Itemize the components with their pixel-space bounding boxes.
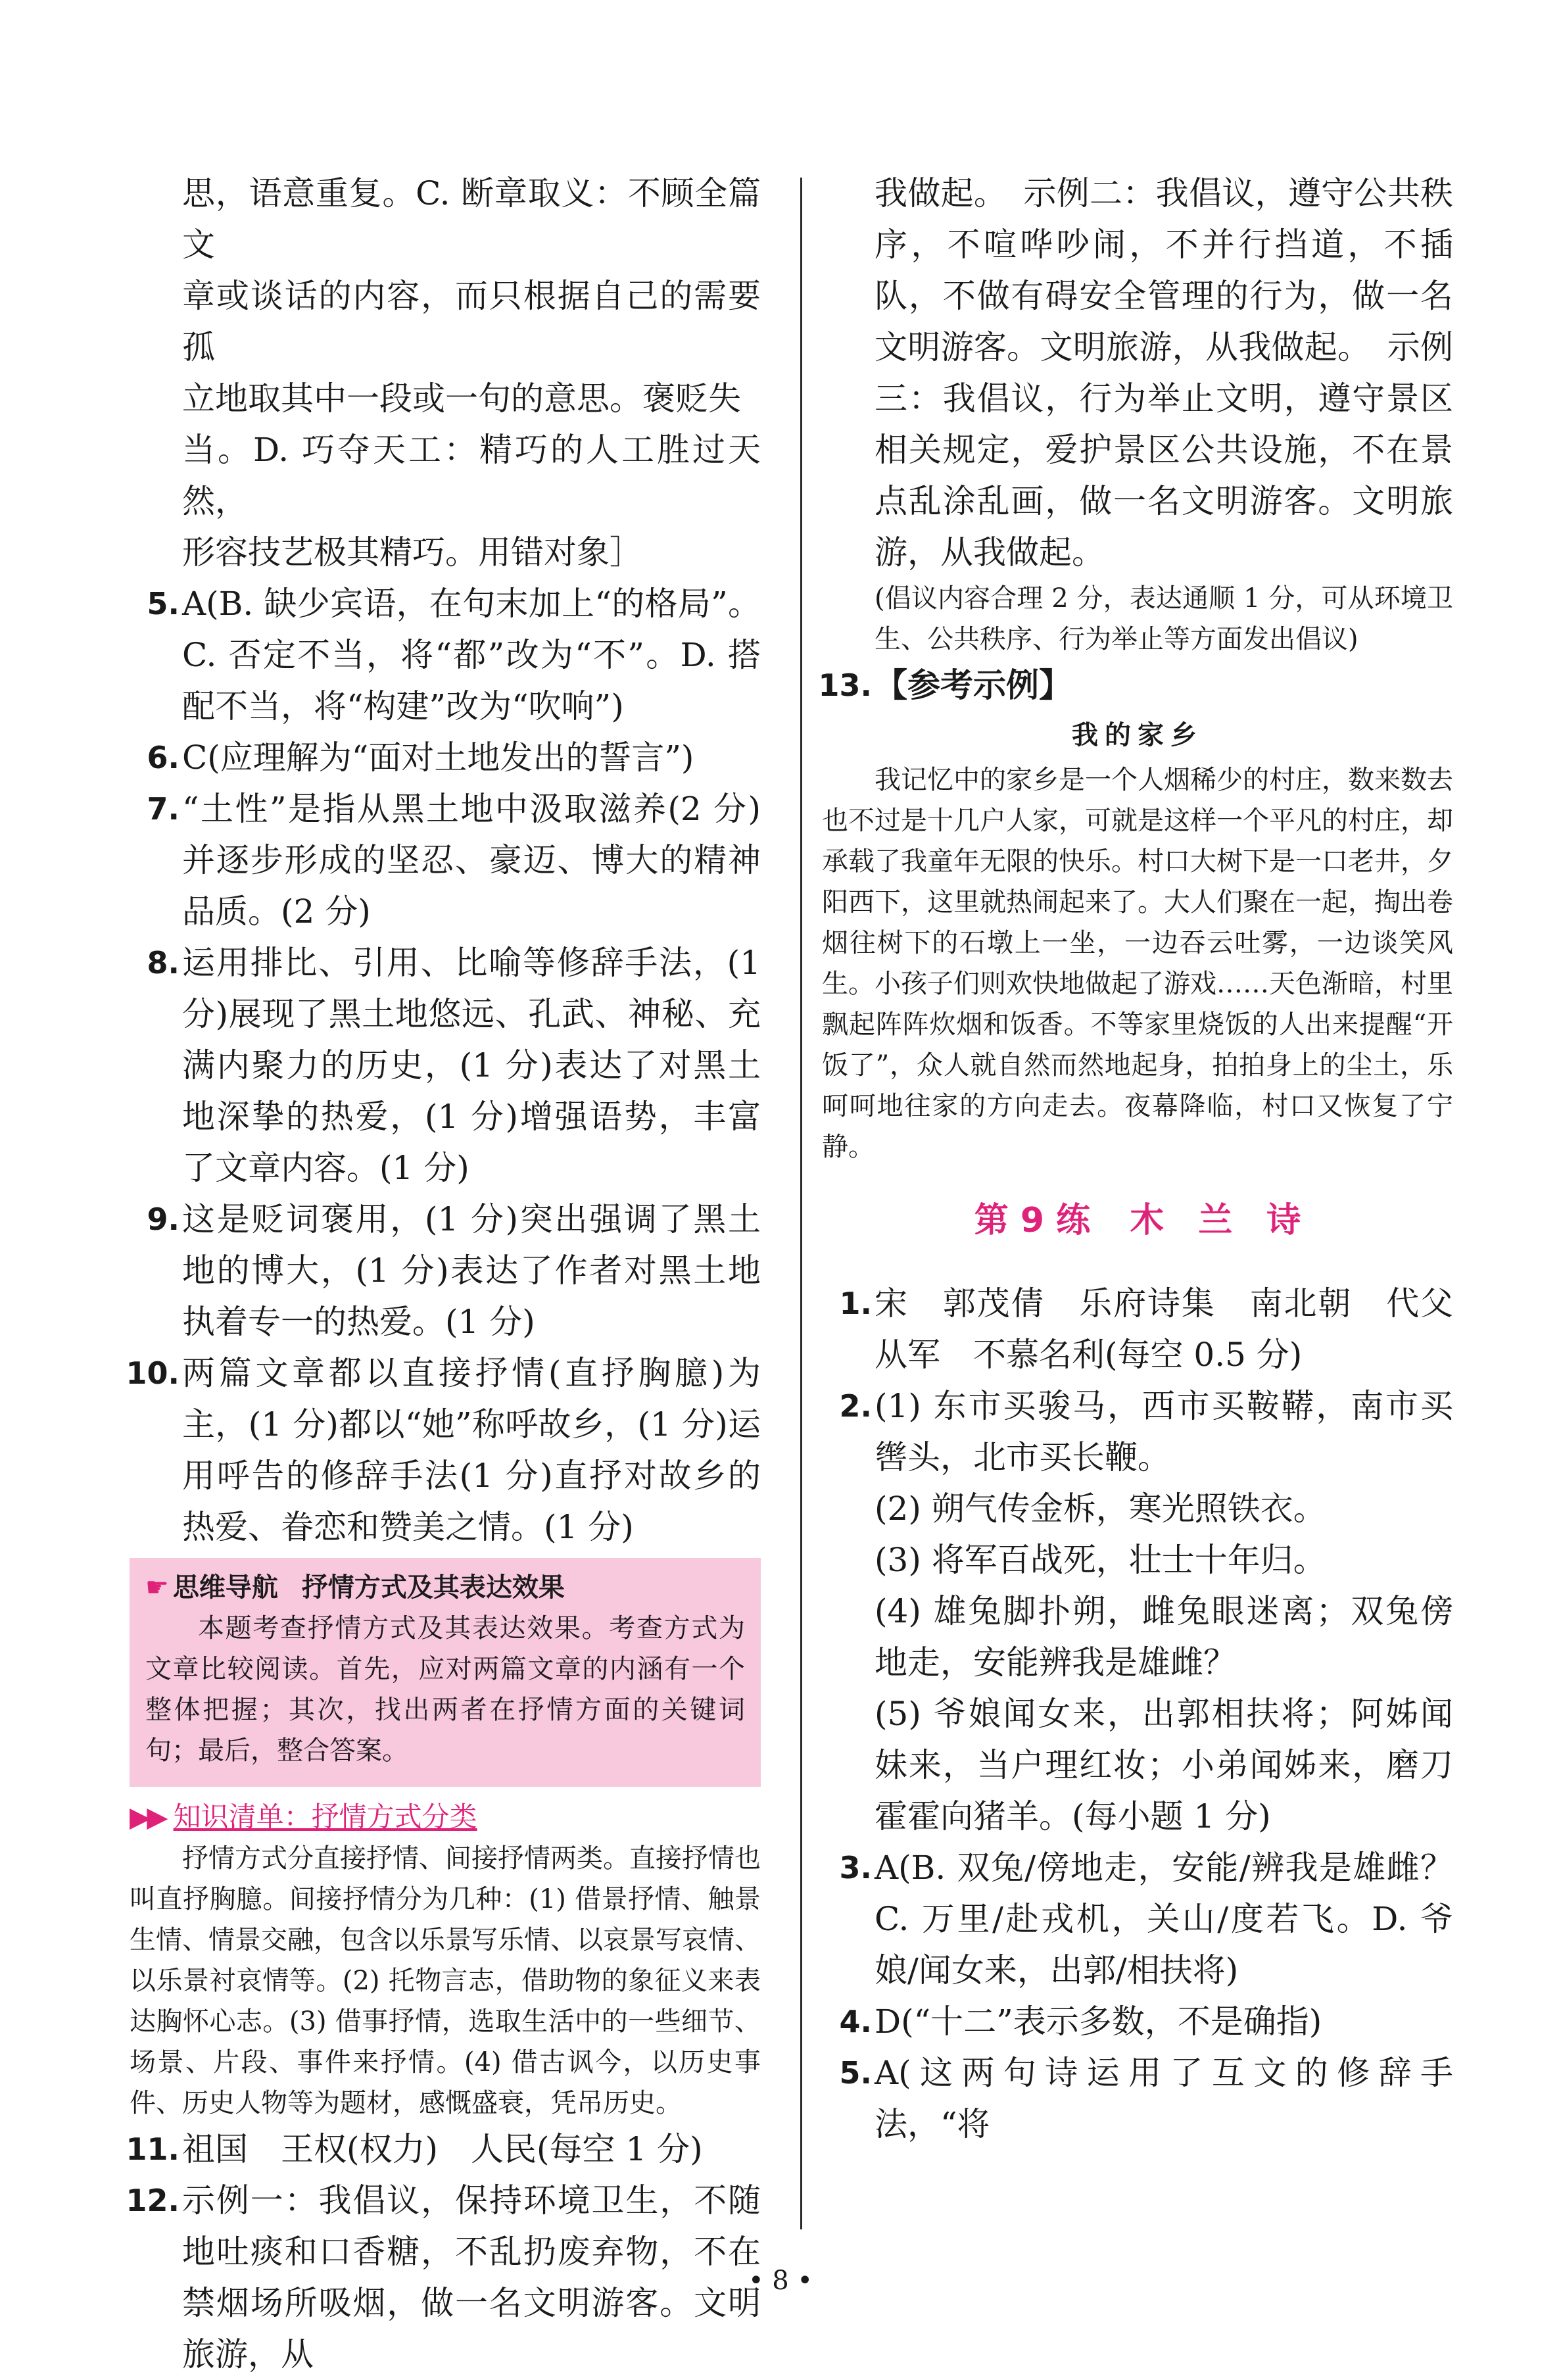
item-text: 宋 郭茂倩 乐府诗集 南北朝 代父从军 不慕名利(每空 0.5 分) <box>875 1284 1453 1374</box>
item-text: 这是贬词褒用，(1 分)突出强调了黑土地的博大，(1 分)表达了作者对黑土地执着专一的热爱。(1 分) <box>182 1200 761 1341</box>
text-line: 章或谈话的内容，而只根据自己的需要孤 <box>182 277 761 366</box>
item-number: 5. <box>839 2055 872 2091</box>
item-number: 10. <box>126 1355 180 1391</box>
answer-item-7 <box>130 783 761 937</box>
continued-answer <box>130 168 761 578</box>
item-number: 7. <box>147 791 180 827</box>
text-line: 当。D. 巧夺天工：精巧的人工胜过天然， <box>182 431 761 520</box>
item-number: 1. <box>839 1286 872 1321</box>
double-arrow-icon: ▶▶ <box>130 1801 164 1833</box>
item-text: 运用排比、引用、比喻等修辞手法，(1 分)展现了黑土地悠远、孔武、神秘、充满内聚力的历史，(1 分)表达了对黑土地深挚的热爱，(1 分)增强语势，丰富了文章内容。(1 分) <box>182 944 761 1187</box>
thinking-guide-label: 思维导航 <box>172 1572 278 1603</box>
pointing-hand-icon: ☛ <box>145 1572 169 1603</box>
item-number: 13. <box>818 668 872 703</box>
item-number: 4. <box>839 2004 872 2039</box>
item-text: 示例一：我倡议，保持环境卫生，不随地吐痰和口香糖，不乱扔废弃物，不在禁烟场所吸烟，做一名文明游客。文明旅游，从 <box>182 2181 761 2373</box>
item-text: 祖国 王权(权力) 人民(每空 1 分) <box>182 2130 703 2168</box>
answer-item-5-poem <box>822 2047 1453 2150</box>
thinking-guide-header <box>145 1567 745 1608</box>
answer-item-11 <box>126 2124 761 2175</box>
lesson-heading <box>822 1191 1453 1250</box>
column-divider <box>800 178 802 2229</box>
page-number: • 8 • <box>748 2266 813 2296</box>
essay-title: 我的家乡 <box>1072 720 1203 750</box>
knowledge-list-title <box>130 1796 761 1838</box>
answer-item-4 <box>822 1996 1453 2047</box>
item-number: 3. <box>839 1850 872 1885</box>
item-number: 5. <box>147 586 180 621</box>
item-number: 9. <box>147 1202 180 1237</box>
item-text: 两篇文章都以直接抒情(直抒胸臆)为主，(1 分)都以“她”称呼故乡，(1 分)运用呼告的修辞手法(1 分)直抒对故乡的热爱、眷恋和赞美之情。(1 分) <box>182 1354 761 1546</box>
reference-example-label: 【参考示例】 <box>875 666 1072 704</box>
item-text: A(这两句诗运用了互文的修辞手法，“将 <box>875 2054 1453 2143</box>
thinking-guide-box <box>130 1558 761 1787</box>
item-text: A(B. 缺少宾语，在句末加上“的格局”。C. 否定不当，将“都”改为“不”。D. 搭配不当，将“构建”改为“吹响”) <box>182 585 761 725</box>
thinking-guide-body: 本题考查抒情方式及其表达效果。考查方式为文章比较阅读。首先，应对两篇文章的内涵有一个整体把握；其次，找出两者在抒情方面的关键词句；最后，整合答案。 <box>145 1613 745 1766</box>
item-number: 11. <box>126 2131 180 2167</box>
lesson-title: 木 兰 诗 <box>1130 1201 1301 1240</box>
item-text: (2) 朔气传金柝，寒光照铁衣。 <box>875 1490 1326 1528</box>
essay-body: 我记忆中的家乡是一个人烟稀少的村庄，数来数去也不过是十几户人家，可就是这样一个平凡的村庄，却承载了我童年无限的快乐。村口大树下是一口老井，夕阳西下，这里就热闹起来了。大人们聚在一起，掏出卷烟往树下的石墩上一坐，一边吞云吐雾，一边谈笑风生。小孩子们则欢快地做起了游戏……天色渐暗，村里飘起阵阵炊烟和饭香。不等家里烧饭的人出来提醒“开饭了”，众人就自然而然地起身，拍拍身上的尘土，乐呵呵地往家的方向走去。夜幕降临，村口又恢复了宁静。 <box>822 765 1453 1162</box>
item-text: (1) 东市买骏马，西市买鞍鞯，南市买辔头，北市买长鞭。 <box>875 1387 1453 1476</box>
answer-item-5 <box>130 578 761 732</box>
text-line: 形容技艺极其精巧。用错对象］ <box>182 533 642 571</box>
item-text: (3) 将军百战死，壮士十年归。 <box>875 1541 1326 1579</box>
lesson-number: 第 9 练 <box>974 1201 1091 1240</box>
answer-item-2 <box>822 1380 1453 1842</box>
item-text: (5) 爷娘闻女来，出郭相扶将；阿姊闻妹来，当户理红妆；小弟闻姊来，磨刀霍霍向猪羊。(每小题 1 分) <box>875 1695 1453 1835</box>
item-text: D(“十二”表示多数，不是确指) <box>875 2003 1322 2041</box>
answer-item-3 <box>822 1842 1453 1996</box>
text-line: 思，语意重复。C. 断章取义：不顾全篇文 <box>182 174 761 264</box>
item-text: C(应理解为“面对土地发出的誓言”) <box>182 739 694 777</box>
answer-item-8 <box>130 937 761 1194</box>
answer-item-6 <box>130 732 761 783</box>
item-text: (4) 雄兔脚扑朔，雌兔眼迷离；双兔傍地走，安能辨我是雄雌？ <box>875 1592 1453 1682</box>
answer-item-1 <box>822 1278 1453 1380</box>
answer-item-10 <box>126 1348 761 1553</box>
left-column <box>126 168 761 2380</box>
thinking-guide-topic: 抒情方式及其表达效果 <box>301 1572 565 1603</box>
answer-item-9 <box>130 1194 761 1348</box>
answer-item-12-note: (倡议内容合理 2 分，表达通顺 1 分，可从环境卫生、公共秩序、行为举止等方面发出倡议) <box>875 583 1453 654</box>
item-text: A(B. 双兔/傍地走，安能/辨我是雄雌？C. 万里/赴戎机，关山/度若飞。D. 爷娘/闻女来，出郭/相扶将) <box>875 1849 1453 1989</box>
answer-item-13 <box>818 660 1453 711</box>
item-number: 2. <box>839 1388 872 1424</box>
item-text: “土性”是指从黑土地中汲取滋养(2 分)并逐步形成的坚忍、豪迈、博大的精神品质。(2 分) <box>182 790 761 931</box>
text-line: 立地取其中一段或一句的意思。褒贬失 <box>182 379 741 418</box>
item-number: 12. <box>126 2183 180 2218</box>
knowledge-list-body: 抒情方式分直接抒情、间接抒情两类。直接抒情也叫直抒胸臆。间接抒情分为几种：(1) 借景抒情、触景生情、情景交融，包含以乐景写乐情、以哀景写哀情、以乐景衬哀情等。(2) 托物言志，借助物的象征义来表达胸怀心志。(3) 借事抒情，选取生活中的一些细节、场景、片段、事件来抒情。(4) 借古讽今，以历史事件、历史人物等为题材，感慨盛衰，凭吊历史。 <box>130 1843 761 2118</box>
item-number: 6. <box>147 740 180 775</box>
item-number: 8. <box>147 945 180 981</box>
knowledge-list-heading: 知识清单：抒情方式分类 <box>173 1801 477 1833</box>
answer-item-12-continued: 我做起。 示例二：我倡议，遵守公共秩序，不喧哗吵闹，不并行挡道，不插队，不做有碍安全管理的行为，做一名文明游客。文明旅游，从我做起。 示例三：我倡议，行为举止文明，遵守景区相关规定，爱护景区公共设施，不在景点乱涂乱画，做一名文明游客。文明旅游，从我做起。 <box>875 174 1453 571</box>
right-column <box>818 168 1453 2150</box>
